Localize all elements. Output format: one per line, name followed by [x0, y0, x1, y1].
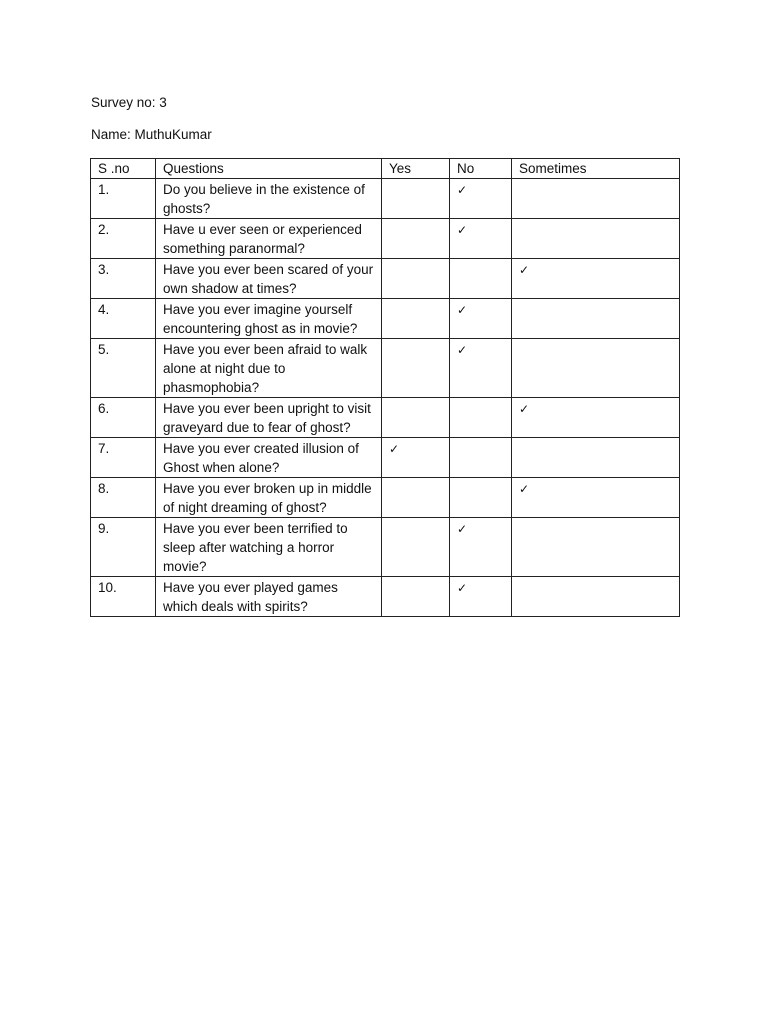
sno-cell: 9. — [91, 518, 156, 577]
yes-cell — [382, 438, 450, 478]
survey-table — [90, 158, 680, 617]
no-cell — [450, 478, 512, 518]
header-yes: Yes — [382, 159, 450, 179]
no-cell — [450, 219, 512, 259]
sno-cell: 4. — [91, 299, 156, 339]
sometimes-cell — [512, 478, 680, 518]
check-icon: ✓ — [389, 442, 400, 456]
table-row — [91, 339, 680, 398]
sno-cell: 1. — [91, 179, 156, 219]
table-row — [91, 478, 680, 518]
sometimes-cell — [512, 518, 680, 577]
question-cell: Have you ever broken up in middle of night dreaming of ghost? — [156, 478, 382, 518]
table-row — [91, 219, 680, 259]
header-sno: S .no — [91, 159, 156, 179]
yes-cell — [382, 179, 450, 219]
table-row — [91, 438, 680, 478]
table-row — [91, 259, 680, 299]
sometimes-cell — [512, 259, 680, 299]
header-questions: Questions — [156, 159, 382, 179]
yes-cell — [382, 518, 450, 577]
check-icon: ✓ — [457, 303, 468, 317]
yes-cell — [382, 299, 450, 339]
question-cell: Have you ever played games which deals with spirits? — [156, 577, 382, 617]
question-cell: Do you believe in the existence of ghosts? — [156, 179, 382, 219]
no-cell — [450, 438, 512, 478]
question-cell: Have you ever created illusion of Ghost when alone? — [156, 438, 382, 478]
no-cell — [450, 299, 512, 339]
table-row — [91, 398, 680, 438]
sometimes-cell — [512, 398, 680, 438]
no-cell — [450, 339, 512, 398]
check-icon: ✓ — [457, 581, 468, 595]
check-icon: ✓ — [457, 343, 468, 357]
sometimes-cell — [512, 179, 680, 219]
sometimes-cell — [512, 438, 680, 478]
question-cell: Have you ever been upright to visit graveyard due to fear of ghost? — [156, 398, 382, 438]
question-cell: Have you ever been terrified to sleep after watching a horror movie? — [156, 518, 382, 577]
sno-cell: 5. — [91, 339, 156, 398]
yes-cell — [382, 219, 450, 259]
check-icon: ✓ — [519, 482, 530, 496]
sno-cell: 3. — [91, 259, 156, 299]
yes-cell — [382, 259, 450, 299]
no-cell — [450, 518, 512, 577]
survey-number: Survey no: 3 — [91, 95, 167, 110]
sno-cell: 6. — [91, 398, 156, 438]
sno-cell: 10. — [91, 577, 156, 617]
yes-cell — [382, 577, 450, 617]
question-cell: Have u ever seen or experienced something paranormal? — [156, 219, 382, 259]
table-row — [91, 179, 680, 219]
sometimes-cell — [512, 339, 680, 398]
check-icon: ✓ — [457, 183, 468, 197]
check-icon: ✓ — [519, 402, 530, 416]
question-cell: Have you ever been scared of your own shadow at times? — [156, 259, 382, 299]
header-sometimes: Sometimes — [512, 159, 680, 179]
respondent-name: Name: MuthuKumar — [91, 127, 212, 142]
sometimes-cell — [512, 219, 680, 259]
no-cell — [450, 179, 512, 219]
sno-cell: 2. — [91, 219, 156, 259]
sno-cell: 8. — [91, 478, 156, 518]
table-row — [91, 299, 680, 339]
header-row — [91, 159, 680, 179]
question-cell: Have you ever imagine yourself encountering ghost as in movie? — [156, 299, 382, 339]
yes-cell — [382, 398, 450, 438]
check-icon: ✓ — [457, 223, 468, 237]
table-row — [91, 577, 680, 617]
check-icon: ✓ — [457, 522, 468, 536]
yes-cell — [382, 478, 450, 518]
question-cell: Have you ever been afraid to walk alone at night due to phasmophobia? — [156, 339, 382, 398]
sometimes-cell — [512, 299, 680, 339]
no-cell — [450, 398, 512, 438]
no-cell — [450, 577, 512, 617]
sno-cell: 7. — [91, 438, 156, 478]
table-row — [91, 518, 680, 577]
header-no: No — [450, 159, 512, 179]
check-icon: ✓ — [519, 263, 530, 277]
sometimes-cell — [512, 577, 680, 617]
no-cell — [450, 259, 512, 299]
yes-cell — [382, 339, 450, 398]
